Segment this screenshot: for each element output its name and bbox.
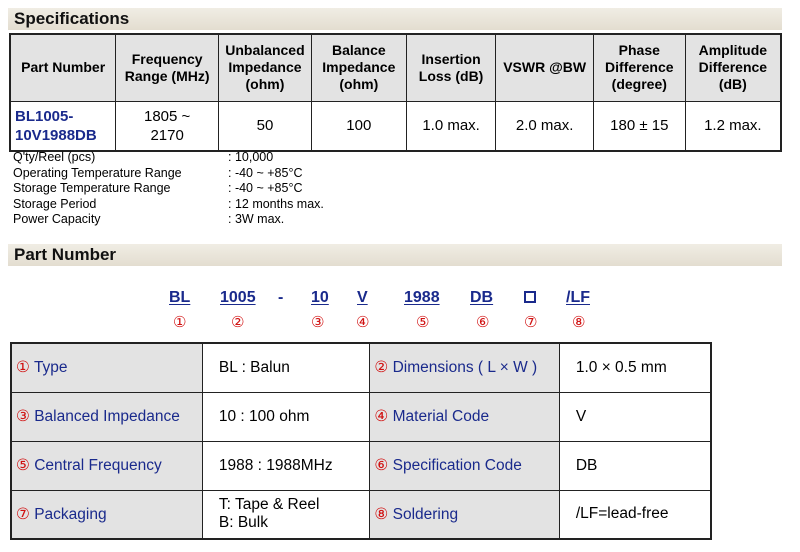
info-row: Storage Temperature Range : -40 ~ +85°C [13, 181, 303, 195]
value-central-frequency: 1988 : 1988MHz [202, 441, 370, 490]
marker-7: ⑦ [524, 314, 538, 331]
code-1988: 1988 [404, 289, 440, 306]
value-balanced-impedance: 10 : 100 ohm [202, 392, 370, 441]
header-phase-difference: Phase Difference (degree) [593, 34, 685, 101]
marker-1: ① [173, 314, 187, 331]
info-row: Q'ty/Reel (pcs) : 10,000 [13, 150, 274, 164]
spec-info-list [13, 150, 324, 228]
header-unbalanced-impedance: Unbalanced Impedance (ohm) [219, 34, 312, 101]
cell-frequency: 1805 ~ 2170 [116, 101, 219, 151]
table-row [11, 490, 711, 539]
key-soldering: ⑧ Soldering [370, 490, 559, 539]
header-insertion-loss: Insertion Loss (dB) [406, 34, 496, 101]
part-number-heading: Part Number [8, 244, 782, 266]
key-balanced-impedance: ③ Balanced Impedance [11, 392, 202, 441]
packaging-box-icon [524, 289, 536, 307]
spec-header-row [10, 34, 781, 101]
key-type: ① Type [11, 343, 202, 392]
key-dimensions: ② Dimensions ( L × W ) [370, 343, 559, 392]
header-balance-impedance: Balance Impedance (ohm) [311, 34, 406, 101]
marker-2: ② [231, 314, 245, 331]
info-row: Storage Period : 12 months max. [13, 196, 324, 211]
code-v: V [357, 289, 368, 306]
value-soldering: /LF=lead-free [559, 490, 711, 539]
cell-part-number: BL1005- 10V1988DB [10, 101, 116, 151]
info-row: Power Capacity : 3W max. [13, 212, 285, 226]
header-frequency-range: Frequency Range (MHz) [116, 34, 219, 101]
cell-balance: 100 [311, 101, 406, 151]
header-vswr: VSWR @BW [496, 34, 593, 101]
specifications-heading: Specifications [8, 8, 782, 30]
info-row: Operating Temperature Range : -40 ~ +85°C [13, 165, 303, 180]
part-number-table [10, 342, 712, 540]
code-1005: 1005 [220, 289, 256, 306]
specifications-table [9, 33, 782, 152]
code-dash: - [278, 289, 284, 306]
table-row [11, 441, 711, 490]
key-material-code: ④ Material Code [370, 392, 559, 441]
marker-8: ⑧ [572, 314, 586, 331]
table-row [11, 343, 711, 392]
cell-unbalanced: 50 [219, 101, 312, 151]
cell-amplitude: 1.2 max. [685, 101, 781, 151]
code-lf: /LF [566, 289, 590, 306]
marker-6: ⑥ [476, 314, 490, 331]
code-db: DB [470, 289, 494, 306]
spec-data-row [10, 101, 781, 151]
code-bl: BL [169, 289, 191, 306]
key-packaging: ⑦ Packaging [11, 490, 202, 539]
cell-insertion-loss: 1.0 max. [406, 101, 496, 151]
cell-vswr: 2.0 max. [496, 101, 593, 151]
value-specification-code: DB [559, 441, 711, 490]
value-packaging: T: Tape & Reel B: Bulk [202, 490, 370, 539]
marker-4: ④ [356, 314, 370, 331]
cell-phase: 180 ± 15 [593, 101, 685, 151]
table-row [11, 392, 711, 441]
header-part-number: Part Number [10, 34, 116, 101]
marker-5: ⑤ [416, 314, 430, 331]
key-central-frequency: ⑤ Central Frequency [11, 441, 202, 490]
header-amplitude-difference: Amplitude Difference (dB) [685, 34, 781, 101]
marker-3: ③ [311, 314, 325, 331]
value-dimensions: 1.0 × 0.5 mm [559, 343, 711, 392]
key-specification-code: ⑥ Specification Code [370, 441, 559, 490]
value-type: BL : Balun [202, 343, 370, 392]
code-10: 10 [311, 289, 329, 306]
value-material-code: V [559, 392, 711, 441]
